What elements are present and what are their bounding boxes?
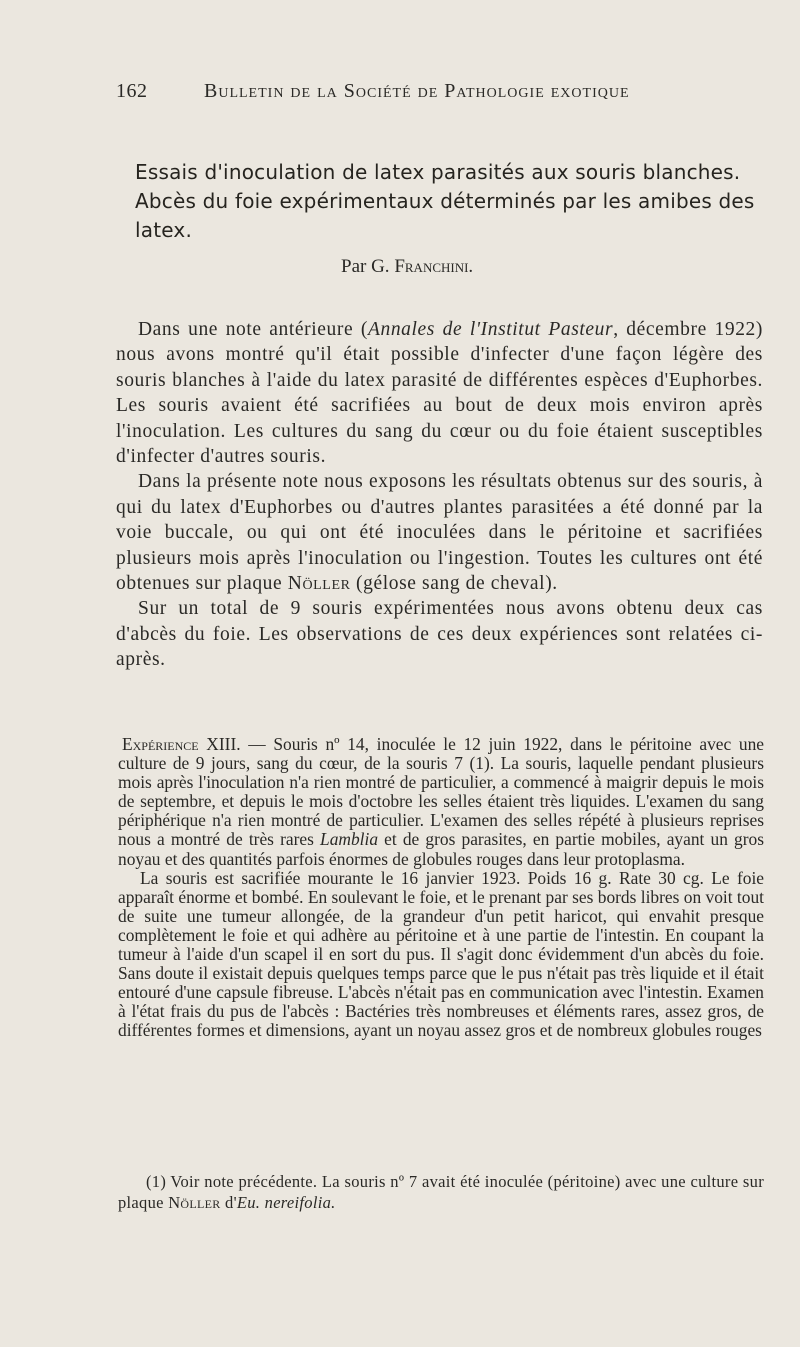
paragraph (116, 469, 763, 596)
paragraph: Sur un total de 9 souris expérimentées nous avons obtenu deux cas d'abcès du foie. Les observations de ces deux expériences sont relatées ci-après. (116, 598, 763, 671)
author-name: Franchini. (394, 256, 474, 277)
text-run: Dans la présente note nous exposons les résultats obtenus sur des souris, à qui du latex d'Euphorbes ou d'autres plantes parasitées a été donné par la voie buccale, ou qui ont été inoculées dans le péritoine et sacrifiées plusieurs mois après l'inoculation ou l'ingestion. Toutes les cultures ont été obtenues sur plaque (116, 471, 763, 595)
proper-name: Nöller (287, 573, 351, 595)
proper-name: Nöller (168, 1193, 221, 1212)
genus-name: Lamblia (320, 829, 379, 850)
text-run: (gélose sang de cheval). (350, 573, 558, 595)
paragraph (118, 735, 764, 869)
experiment-label: Expérience XIII. (122, 734, 241, 754)
citation: Annales de l'Institut Pasteur (367, 319, 614, 340)
footnote (118, 1171, 764, 1213)
text-run: et de gros parasites, en partie mobiles, ayant un gros noyau et des quantités parfois énormes de globules rouges dans leur protoplasma. (118, 829, 765, 869)
journal-title: Bulletin de la Société de Pathologie exotique (204, 80, 630, 102)
text-run: Dans une note antérieure ( (138, 319, 368, 340)
paragraph (116, 317, 763, 469)
byline-prefix: Par G. (341, 256, 395, 277)
experiment-section (118, 735, 764, 1041)
paragraph: La souris est sacrifiée mourante le 16 janvier 1923. Poids 16 g. Rate 30 cg. Le foie apparaît énorme et bombé. En soulevant le foie, et le prenant par ses bords libres on voit tout de suite une tumeur allongée, de la grandeur d'un petit haricot, qui envahit presque complètement le foie et qui adhère au péritoine et à une partie de l'intestin. En coupant la tumeur à l'aide d'un scapel il en sort du pus. Il s'agit donc évidemment d'un abcès du foie. Sans doute il existait depuis quelques temps parce que le pus n'était pas très liquide et il était entouré d'une capsule fibreuse. L'abcès n'était pas en communication avec l'intestin. Examen à l'état frais du pus de l'abcès : Bactéries très nombreuses et éléments rares, assez gros, de différentes formes et dimensions, ayant un noyau assez gros et de nombreux globules rouges (118, 867, 764, 1041)
text-run: , décembre 1922) nous avons montré qu'il était possible d'infecter d'une façon légère des souris blanches à l'aide du latex parasité de différentes espèces d'Euphorbes. Les souris avaient été sacrifiées au bout de deux mois environ après l'inoculation. Les cultures du sang du cœur ou du foie étaient susceptibles d'infecter d'autres souris. (116, 319, 763, 468)
species-name: Eu. nereifolia. (236, 1193, 336, 1212)
byline (341, 256, 473, 278)
footnote-text (118, 1171, 764, 1213)
article-body (116, 317, 763, 673)
article-title: Essais d'inoculation de latex parasités aux souris blanches. Abcès du foie expérimentaux déterminés par les amibes des latex. (135, 160, 755, 242)
text-run: d' (220, 1193, 237, 1212)
text-run: (1) Voir note précédente. La souris nº 7 avait été inoculée (péritoine) avec une culture sur plaque (118, 1172, 764, 1212)
text-run: — Souris nº 14, inoculée le 12 juin 1922, dans le péritoine avec une culture de 9 jours, sang du cœur, de la souris 7 (1). La souris, laquelle pendant plusieurs mois après l'inoculation n'a rien montré de particulier, a commencé à maigrir depuis le mois de septembre, et depuis le mois d'octobre les selles étaient très liquides. L'examen du sang périphérique n'a rien montré de particulier. L'examen des selles répété à plusieurs reprises nous a montré de très rares (118, 734, 764, 850)
page-number: 162 (116, 80, 148, 102)
